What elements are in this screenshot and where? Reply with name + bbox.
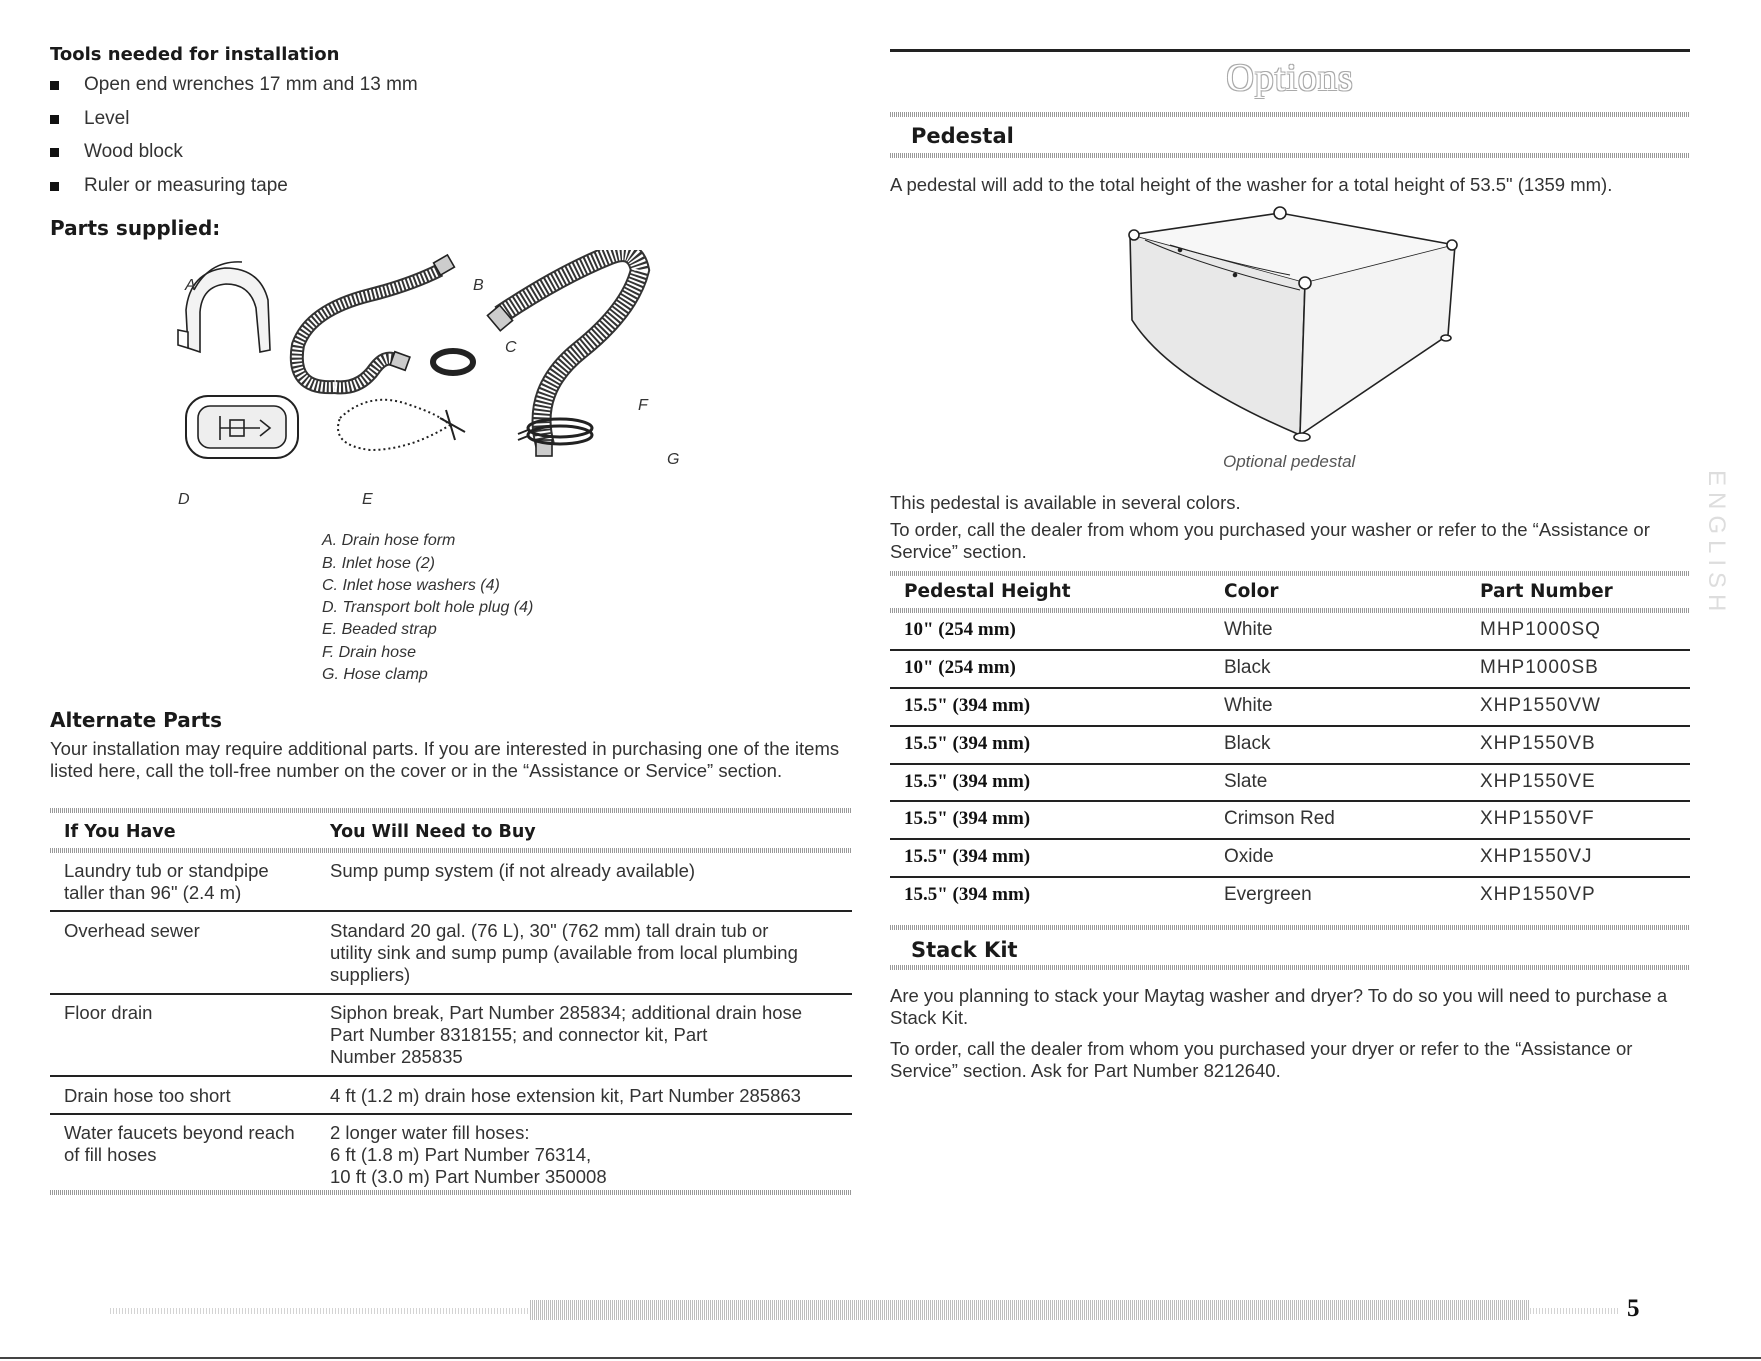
table-row <box>890 651 1690 689</box>
table-cell: Drain hose too short <box>64 1085 231 1106</box>
top-rule <box>890 49 1690 52</box>
bullet-icon <box>50 115 59 124</box>
figure-label-g: G <box>667 451 680 468</box>
table-cell: Black <box>1224 733 1271 754</box>
table-row <box>890 840 1690 878</box>
legend-item: G. Hose clamp <box>322 666 428 683</box>
table-cell: 15.5" (394 mm) <box>904 771 1031 792</box>
page-edge-line <box>0 1357 1761 1359</box>
stack-kit-heading: Stack Kit <box>911 938 1018 962</box>
footer-bar <box>530 1300 1530 1320</box>
table-cell: 15.5" (394 mm) <box>904 846 1031 867</box>
table-cell: 15.5" (394 mm) <box>904 884 1031 905</box>
hose-clamp-drawing <box>518 419 592 444</box>
table-cell: Oxide <box>1224 846 1274 867</box>
column-header: Pedestal Height <box>904 581 1071 602</box>
parts-illustration <box>150 250 750 520</box>
table-cell: XHP1550VW <box>1480 695 1601 716</box>
table-cell: XHP1550VE <box>1480 771 1596 792</box>
table-cell: 4 ft (1.2 m) drain hose extension kit, Part Number 285863 <box>330 1085 801 1106</box>
legend-item: B. Inlet hose (2) <box>322 555 435 572</box>
table-row <box>890 802 1690 840</box>
table-cell: Floor drain <box>64 1002 153 1023</box>
stack-kit-order-text: To order, call the dealer from whom you purchased your dryer or refer to the “Assistance or Service” section. Ask for Part Number 8212640. <box>890 1038 1633 1081</box>
table-row <box>890 878 1690 916</box>
pedestal-intro: A pedestal will add to the total height of the washer for a total height of 53.5" (1359 mm). <box>890 174 1613 195</box>
figure-label-b: B <box>473 277 484 294</box>
alternate-parts-heading: Alternate Parts <box>50 708 223 732</box>
colors-text: This pedestal is available in several colors. <box>890 492 1241 513</box>
inlet-hose-drawing <box>297 255 455 387</box>
bullet-icon <box>50 81 59 90</box>
table-cell: XHP1550VP <box>1480 884 1596 905</box>
table-cell: Water faucets beyond reach of fill hoses <box>64 1122 295 1165</box>
column-header: Part Number <box>1480 581 1613 602</box>
table-cell: Black <box>1224 657 1271 678</box>
column-header: You Will Need to Buy <box>330 822 536 842</box>
table-cell: 2 longer water fill hoses: 6 ft (1.8 m) Part Number 76314, 10 ft (3.0 m) Part Number 350008 <box>330 1122 607 1187</box>
table-cell: Slate <box>1224 771 1268 792</box>
table-cell: Siphon break, Part Number 285834; additional drain hose Part Number 8318155; and connector kit, Part Number 285835 <box>330 1002 803 1067</box>
parts-heading: Parts supplied: <box>50 216 221 240</box>
footer-decoration <box>1530 1308 1620 1314</box>
stack-kit-paragraph: Are you planning to stack your Maytag washer and dryer? To do so you will need to purchase a Stack Kit. <box>890 985 1668 1028</box>
table-cell: 15.5" (394 mm) <box>904 733 1031 754</box>
table-cell: XHP1550VF <box>1480 808 1595 829</box>
table-cell: 15.5" (394 mm) <box>904 808 1031 829</box>
table-cell: XHP1550VB <box>1480 733 1596 754</box>
legend-item: F. Drain hose <box>322 644 416 661</box>
table-cell: White <box>1224 619 1273 640</box>
column-header: If You Have <box>64 822 176 842</box>
table-cell: Standard 20 gal. (76 L), 30" (762 mm) tall drain tub or utility sink and sump pump (available from local plumbing suppliers) <box>330 920 798 985</box>
figure-label-f: F <box>638 397 648 414</box>
tools-heading: Tools needed for installation <box>50 44 340 65</box>
legend-item: D. Transport bolt hole plug (4) <box>322 599 534 616</box>
table-cell: Crimson Red <box>1224 808 1335 829</box>
table-row <box>890 727 1690 765</box>
figure-label-a: A <box>185 277 196 294</box>
bullet-icon <box>50 182 59 191</box>
table-row <box>890 689 1690 727</box>
table-row <box>890 613 1690 651</box>
table-row <box>890 765 1690 803</box>
list-item: Open end wrenches 17 mm and 13 mm <box>50 74 418 108</box>
bullet-icon <box>50 148 59 157</box>
pedestal-heading: Pedestal <box>911 124 1014 148</box>
page-title: Options <box>1226 57 1354 99</box>
table-cell: XHP1550VJ <box>1480 846 1593 867</box>
figure-label-e: E <box>362 491 373 508</box>
order-text: To order, call the dealer from whom you purchased your washer or refer to the “Assistance or Service” section. <box>890 519 1650 562</box>
washer-drawing <box>433 351 473 373</box>
figure-label-d: D <box>178 491 190 508</box>
page-number: 5 <box>1627 1295 1640 1322</box>
table-cell: 10" (254 mm) <box>904 619 1016 640</box>
table-cell: Overhead sewer <box>64 920 200 941</box>
table-cell: Evergreen <box>1224 884 1312 905</box>
footer-decoration <box>110 1308 530 1314</box>
table-cell: Sump pump system (if not already available) <box>330 860 696 881</box>
alternate-parts-intro: Your installation may require additional parts. If you are interested in purchasing one of the items listed here, call the toll-free number on the cover or in the “Assistance or Service” section. <box>50 738 840 781</box>
table-cell: 15.5" (394 mm) <box>904 695 1031 716</box>
list-item: Level <box>50 108 418 142</box>
drain-hose-form-drawing <box>178 262 270 352</box>
table-cell: White <box>1224 695 1273 716</box>
transport-plug-drawing <box>186 396 298 458</box>
language-tab: ENGLISH <box>1703 470 1730 618</box>
tools-list <box>50 74 418 208</box>
table-cell: MHP1000SB <box>1480 657 1599 678</box>
legend-item: A. Drain hose form <box>322 532 456 549</box>
figure-caption: Optional pedestal <box>1223 452 1356 471</box>
table-cell: 10" (254 mm) <box>904 657 1016 678</box>
pedestal-illustration <box>1110 205 1470 445</box>
legend-item: E. Beaded strap <box>322 621 437 638</box>
list-item: Wood block <box>50 141 418 175</box>
list-item: Ruler or measuring tape <box>50 175 418 209</box>
figure-label-c: C <box>505 339 517 356</box>
table-cell: MHP1000SQ <box>1480 619 1601 640</box>
column-header: Color <box>1224 581 1279 602</box>
table-cell: Laundry tub or standpipe taller than 96" (2.4 m) <box>64 860 269 903</box>
legend-item: C. Inlet hose washers (4) <box>322 577 500 594</box>
beaded-strap-drawing <box>338 400 465 450</box>
